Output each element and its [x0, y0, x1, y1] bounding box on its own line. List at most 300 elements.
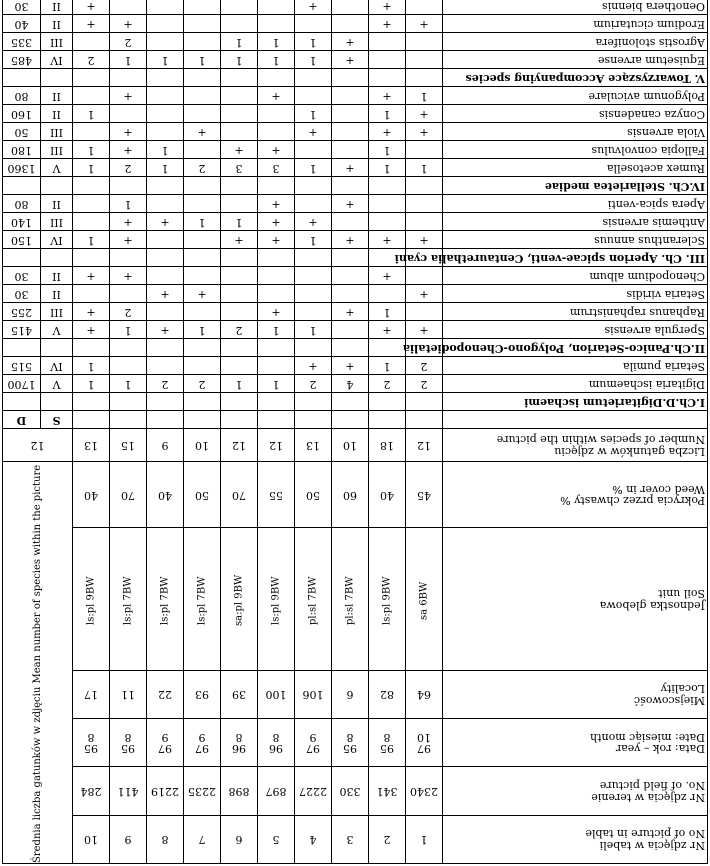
cell-date: 97 9	[295, 719, 332, 767]
cover-cell	[258, 123, 295, 141]
cell-soil: ls:pl 7BW	[147, 528, 184, 670]
group-row	[3, 393, 708, 411]
cover-cell	[184, 15, 221, 33]
label-en: Number of species within the picture	[496, 433, 705, 447]
cover-cell: 2	[406, 375, 443, 393]
group-blank	[295, 177, 332, 195]
cover-cell: +	[369, 123, 406, 141]
cover-cell: +	[110, 87, 147, 105]
row-cover	[3, 462, 708, 528]
species-name: Setaria pumila	[443, 357, 708, 375]
row-date	[3, 719, 708, 767]
label-pl: Nr zdjęcia w tabeli	[599, 838, 705, 852]
cover-cell: +	[73, 303, 110, 321]
cell-species-count: 13	[295, 429, 332, 462]
cover-cell: 1	[221, 33, 258, 51]
cell-picture-no: 6	[221, 815, 258, 863]
cover-cell: 2	[221, 321, 258, 339]
cover-cell: 1	[258, 33, 295, 51]
cell-soil: pl:sl 7BW	[295, 528, 332, 670]
cell-field-no: 2227	[295, 767, 332, 815]
group-blank	[73, 69, 110, 87]
label-pl: Jednostka glebowa	[599, 598, 705, 612]
group-title: III. Ch. Aperion spicae-venti, Centaurethalia cyani	[443, 249, 708, 267]
table-row	[3, 231, 708, 249]
cover-cell: +	[258, 141, 295, 159]
group-blank	[221, 177, 258, 195]
cover-cell	[147, 303, 184, 321]
cell-field-no: 2340	[406, 767, 443, 815]
label-locality	[443, 670, 708, 718]
cell-soil: sa:pl 9BW	[221, 528, 258, 670]
group-row	[3, 249, 708, 267]
cell-picture-no: 4	[295, 815, 332, 863]
group-blank	[258, 177, 295, 195]
cover-cell: +	[369, 0, 406, 15]
cover-cell	[184, 87, 221, 105]
cover-cell: 1	[295, 105, 332, 123]
cell-cover: 50	[295, 462, 332, 528]
cell-picture-no: 10	[73, 815, 110, 863]
group-blank	[258, 393, 295, 411]
label-date	[443, 719, 708, 767]
cover-cell	[295, 87, 332, 105]
cover-cell: 3	[258, 159, 295, 177]
cell-date: 95 8	[73, 719, 110, 767]
label-pl: Data: rok – year	[615, 742, 705, 756]
cover-cell: 2	[369, 375, 406, 393]
cover-cell: 1	[110, 51, 147, 69]
cell-species-count: 10	[184, 429, 221, 462]
mean-species-cell	[3, 462, 73, 864]
cell-date: 97 9	[147, 719, 184, 767]
cover-cell: +	[332, 303, 369, 321]
species-name: Viola arvensis	[443, 123, 708, 141]
cover-cell	[332, 321, 369, 339]
cover-cell	[295, 285, 332, 303]
species-name: Erodium cicutarium	[443, 15, 708, 33]
label-en: Weed cover in %	[612, 482, 705, 496]
label-en: Date: miesiąc month	[590, 730, 705, 744]
species-name: Agrostis stolonifera	[443, 33, 708, 51]
species-name: Digitaria ischaemum	[443, 375, 708, 393]
group-blank	[369, 177, 406, 195]
cell-soil: pl:sl 7BW	[332, 528, 369, 670]
cover-cell: +	[73, 15, 110, 33]
table-row	[3, 321, 708, 339]
cover-cell: +	[147, 285, 184, 303]
cell-date: 95 8	[110, 719, 147, 767]
cell-picture-no: 3	[332, 815, 369, 863]
cover-cell: 2	[184, 159, 221, 177]
group-blank	[147, 69, 184, 87]
cover-cell: 1	[73, 105, 110, 123]
cover-coefficient-cell: 485	[3, 51, 41, 69]
group-blank	[110, 393, 147, 411]
constancy-cell: IV	[41, 231, 73, 249]
group-blank	[406, 393, 443, 411]
group-blank	[3, 339, 41, 357]
group-blank	[332, 69, 369, 87]
cover-cell: +	[147, 321, 184, 339]
cover-cell	[221, 87, 258, 105]
cell-soil: ls:pl 7BW	[110, 528, 147, 670]
cover-coefficient-cell: 30	[3, 0, 41, 15]
group-blank	[369, 393, 406, 411]
cover-cell	[406, 267, 443, 285]
cover-cell	[147, 195, 184, 213]
cover-cell: +	[332, 159, 369, 177]
cell-locality: 106	[295, 670, 332, 718]
cover-cell	[73, 285, 110, 303]
cell-locality: 22	[147, 670, 184, 718]
cover-cell: 1	[369, 303, 406, 321]
cover-coefficient-cell: 80	[3, 87, 41, 105]
group-title: V. Towarzyszące Accompanying species	[443, 69, 708, 87]
group-blank	[147, 249, 184, 267]
constancy-cell: IV	[41, 51, 73, 69]
cell-cover: 40	[73, 462, 110, 528]
row-species-count	[3, 429, 708, 462]
group-blank	[110, 69, 147, 87]
cell-cover: 55	[258, 462, 295, 528]
table-header	[3, 411, 708, 864]
cover-cell: 1	[73, 231, 110, 249]
species-name: Setaria viridis	[443, 285, 708, 303]
group-blank	[41, 177, 73, 195]
group-blank	[295, 393, 332, 411]
constancy-cell: V	[41, 321, 73, 339]
cover-cell: 2	[110, 33, 147, 51]
cover-cell	[221, 105, 258, 123]
cover-cell: 2	[110, 159, 147, 177]
group-blank	[184, 249, 221, 267]
constancy-cell: III	[41, 141, 73, 159]
cover-cell	[110, 0, 147, 15]
cell-field-no: 411	[110, 767, 147, 815]
cover-coefficient-cell: 30	[3, 267, 41, 285]
table-row	[3, 195, 708, 213]
cover-cell: +	[369, 87, 406, 105]
species-name: Scleranthus annuus	[443, 231, 708, 249]
cover-cell	[258, 0, 295, 15]
cover-cell	[258, 105, 295, 123]
cover-cell	[369, 51, 406, 69]
species-name: Rumex acetosella	[443, 159, 708, 177]
cell-cover: 40	[147, 462, 184, 528]
cell-picture-no: 7	[184, 815, 221, 863]
cover-cell: 2	[406, 357, 443, 375]
cover-cell: +	[295, 213, 332, 231]
label-species-count	[443, 429, 708, 462]
cover-cell	[369, 195, 406, 213]
constancy-cell: II	[41, 195, 73, 213]
cover-cell	[221, 285, 258, 303]
cover-cell: 1	[73, 357, 110, 375]
cell-species-count: 12	[406, 429, 443, 462]
label-en: No of picture in table	[585, 827, 705, 841]
cover-cell: 1	[221, 213, 258, 231]
cover-cell: 1	[295, 321, 332, 339]
cover-cell	[110, 105, 147, 123]
cover-cell	[184, 303, 221, 321]
cell-locality: 11	[110, 670, 147, 718]
table-row	[3, 357, 708, 375]
group-row	[3, 177, 708, 195]
label-en: No. of field picture	[599, 779, 705, 793]
cell-date: 97 10	[406, 719, 443, 767]
cover-cell: +	[258, 231, 295, 249]
cover-cell: 1	[110, 195, 147, 213]
group-blank	[147, 393, 184, 411]
cell-date: 96 8	[258, 719, 295, 767]
group-blank	[41, 393, 73, 411]
cover-cell	[406, 51, 443, 69]
group-blank	[3, 249, 41, 267]
cover-cell: +	[258, 213, 295, 231]
cover-coefficient-cell: 30	[3, 285, 41, 303]
table-row	[3, 105, 708, 123]
cover-cell	[258, 15, 295, 33]
table-row	[3, 123, 708, 141]
cover-cell	[147, 357, 184, 375]
cell-cover: 40	[369, 462, 406, 528]
cell-field-no: 341	[369, 767, 406, 815]
cover-coefficient-cell: 255	[3, 303, 41, 321]
cover-cell: +	[110, 213, 147, 231]
cover-cell	[184, 141, 221, 159]
cover-cell	[221, 195, 258, 213]
cover-cell	[258, 357, 295, 375]
cover-cell: 1	[221, 51, 258, 69]
group-blank	[3, 177, 41, 195]
cover-cell: 1	[147, 51, 184, 69]
cover-cell: 1	[147, 159, 184, 177]
cell-cover: 45	[406, 462, 443, 528]
constancy-cell: II	[41, 285, 73, 303]
table-row	[3, 303, 708, 321]
cover-cell	[184, 33, 221, 51]
group-row	[3, 69, 708, 87]
species-name: Fallopia convolvulus	[443, 141, 708, 159]
cover-cell: +	[406, 105, 443, 123]
cover-cell	[184, 0, 221, 15]
cover-cell: 1	[369, 105, 406, 123]
cover-cell	[258, 285, 295, 303]
constancy-cell: V	[41, 375, 73, 393]
group-blank	[369, 339, 406, 357]
cover-cell: +	[258, 195, 295, 213]
group-blank	[73, 177, 110, 195]
cover-cell	[406, 303, 443, 321]
cover-cell	[147, 105, 184, 123]
constancy-cell: II	[41, 0, 73, 15]
cell-locality: 39	[221, 670, 258, 718]
cover-cell	[332, 87, 369, 105]
cell-date: 95 8	[332, 719, 369, 767]
constancy-cell: II	[41, 105, 73, 123]
group-blank	[184, 339, 221, 357]
species-name: Equisetum arvense	[443, 51, 708, 69]
group-blank	[369, 69, 406, 87]
cover-cell: 2	[73, 51, 110, 69]
constancy-cell: III	[41, 213, 73, 231]
cover-cell: +	[73, 0, 110, 15]
cover-cell	[406, 141, 443, 159]
cover-cell: 4	[332, 375, 369, 393]
group-blank	[184, 177, 221, 195]
group-blank	[3, 393, 41, 411]
group-blank	[73, 393, 110, 411]
constancy-cell: II	[41, 15, 73, 33]
cover-cell: +	[73, 321, 110, 339]
cover-cell: +	[406, 15, 443, 33]
cell-species-count-mean: 12	[3, 429, 73, 462]
constancy-cell: III	[41, 123, 73, 141]
cover-cell: 1	[369, 159, 406, 177]
row-picture-no	[3, 815, 708, 863]
cell-field-no: 284	[73, 767, 110, 815]
mean-species-label: Średnia liczba gatunków w zdjęciu Mean number of species within the picture	[32, 464, 43, 863]
cover-cell	[184, 105, 221, 123]
group-blank	[3, 69, 41, 87]
table-row	[3, 159, 708, 177]
cell-locality: 64	[406, 670, 443, 718]
group-blank	[147, 177, 184, 195]
group-blank	[258, 249, 295, 267]
cover-cell	[147, 123, 184, 141]
group-blank	[110, 339, 147, 357]
group-blank	[110, 177, 147, 195]
cover-cell: +	[369, 321, 406, 339]
group-blank	[406, 177, 443, 195]
cover-cell: +	[295, 0, 332, 15]
group-blank	[221, 249, 258, 267]
cover-cell: 2	[184, 375, 221, 393]
cover-cell: 1	[184, 213, 221, 231]
cell-cover: 60	[332, 462, 369, 528]
cell-picture-no: 8	[147, 815, 184, 863]
cover-cell	[406, 33, 443, 51]
cover-cell	[73, 123, 110, 141]
cover-cell: +	[406, 321, 443, 339]
cell-soil: ls:pl 9BW	[258, 528, 295, 670]
group-blank	[73, 339, 110, 357]
cover-cell: +	[184, 285, 221, 303]
cell-species-count: 15	[110, 429, 147, 462]
cover-cell	[332, 285, 369, 303]
cover-cell: +	[295, 357, 332, 375]
species-name: Raphanus raphanistrum	[443, 303, 708, 321]
cell-species-count: 10	[332, 429, 369, 462]
cover-cell: +	[406, 285, 443, 303]
cell-species-count: 12	[221, 429, 258, 462]
cover-cell	[184, 231, 221, 249]
group-blank	[221, 69, 258, 87]
cover-cell	[73, 33, 110, 51]
cell-locality: 100	[258, 670, 295, 718]
cell-locality: 6	[332, 670, 369, 718]
cover-cell: 1	[369, 357, 406, 375]
label-cover	[443, 462, 708, 528]
cell-species-count: 18	[369, 429, 406, 462]
cover-cell: 1	[258, 375, 295, 393]
cover-cell: +	[369, 231, 406, 249]
cell-picture-no: 9	[110, 815, 147, 863]
cover-cell	[332, 0, 369, 15]
cover-cell: 1	[147, 141, 184, 159]
cell-field-no: 2235	[184, 767, 221, 815]
table-row	[3, 51, 708, 69]
label-picture-no	[443, 815, 708, 863]
cover-cell	[147, 33, 184, 51]
cover-cell: +	[221, 231, 258, 249]
cover-cell: +	[110, 267, 147, 285]
cover-cell: 1	[258, 321, 295, 339]
label-en: Soil unit	[658, 587, 705, 601]
cell-field-no: 898	[221, 767, 258, 815]
cover-cell: +	[332, 51, 369, 69]
cell-soil: ls:pl 9BW	[73, 528, 110, 670]
cover-cell	[110, 285, 147, 303]
cover-cell: 1	[184, 321, 221, 339]
cover-cell: +	[110, 123, 147, 141]
cover-coefficient-cell: 515	[3, 357, 41, 375]
species-name: Polygonum aviculare	[443, 87, 708, 105]
group-blank	[332, 249, 369, 267]
table-row	[3, 213, 708, 231]
cover-coefficient-cell: 160	[3, 105, 41, 123]
table-row	[3, 0, 708, 15]
species-name: Chenopodium album	[443, 267, 708, 285]
species-name: Anthemis arvensis	[443, 213, 708, 231]
cover-cell	[147, 87, 184, 105]
cover-cell	[110, 357, 147, 375]
cover-cell	[295, 267, 332, 285]
cover-cell: +	[332, 195, 369, 213]
cover-cell	[332, 15, 369, 33]
label-pl: Miejscowość	[634, 694, 705, 708]
cover-coefficient-cell: 415	[3, 321, 41, 339]
cover-cell: 3	[221, 159, 258, 177]
group-blank	[41, 249, 73, 267]
group-blank	[295, 249, 332, 267]
label-field-no	[443, 767, 708, 815]
cover-cell	[332, 105, 369, 123]
header-d: D	[3, 411, 41, 429]
cover-cell: +	[369, 267, 406, 285]
cover-cell	[184, 357, 221, 375]
group-blank	[221, 339, 258, 357]
cover-cell	[73, 195, 110, 213]
cell-species-count: 12	[258, 429, 295, 462]
cover-cell: 1	[110, 321, 147, 339]
cell-soil: ls:pl 7BW	[184, 528, 221, 670]
cover-cell: +	[184, 123, 221, 141]
species-name: Conyza canadensis	[443, 105, 708, 123]
cover-cell: +	[295, 123, 332, 141]
cell-cover: 70	[110, 462, 147, 528]
cell-soil: sa 6BW	[406, 528, 443, 670]
cover-cell: 1	[73, 375, 110, 393]
cover-cell	[369, 33, 406, 51]
blank-label	[443, 411, 708, 429]
cell-locality: 82	[369, 670, 406, 718]
group-blank	[406, 69, 443, 87]
cover-cell	[332, 141, 369, 159]
cell-date: 96 8	[221, 719, 258, 767]
cover-cell: 1	[73, 141, 110, 159]
